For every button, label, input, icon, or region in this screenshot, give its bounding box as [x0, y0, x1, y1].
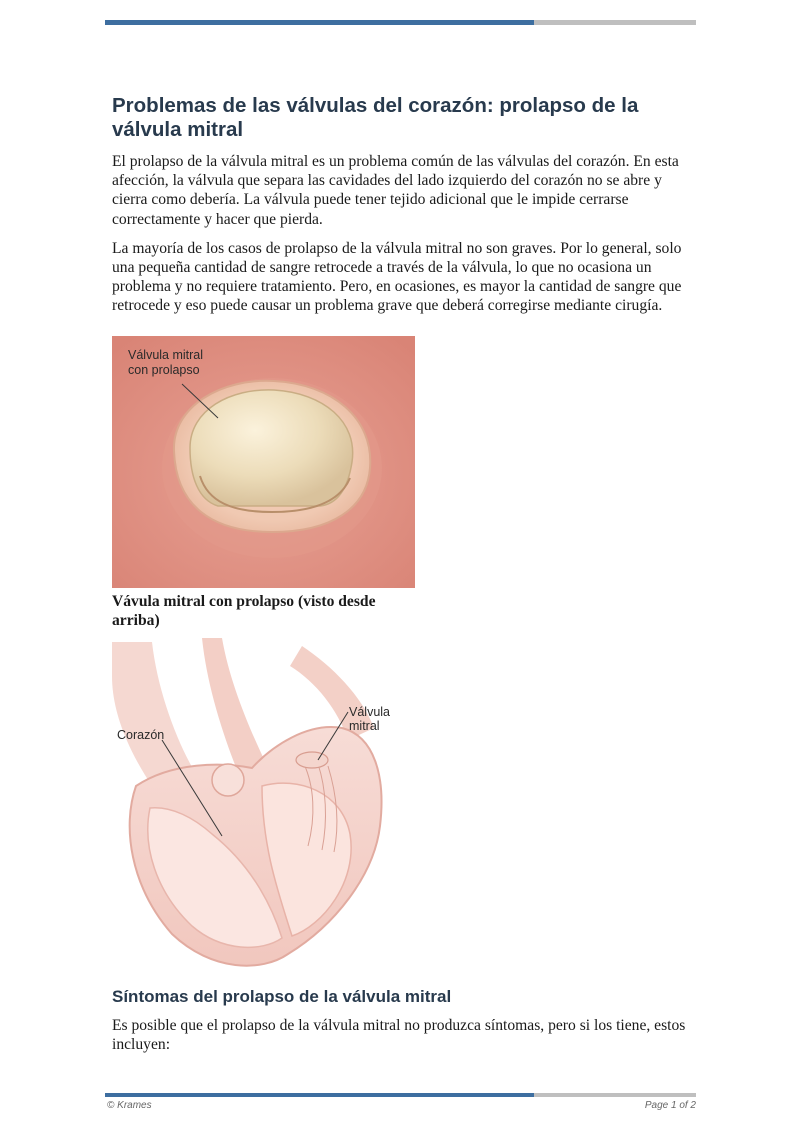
mitral-valve-top-view-illustration	[112, 336, 415, 588]
label-mitral-valve-2: mitral	[349, 719, 380, 733]
prolapsed-leaflet	[190, 390, 353, 506]
aortic-valve	[212, 764, 244, 796]
header-progress-bar	[105, 20, 696, 25]
article-body	[112, 94, 694, 326]
footer-bar-accent	[105, 1093, 534, 1097]
header-bar-accent	[105, 20, 534, 25]
symptoms-paragraph: Es posible que el prolapso de la válvula mitral no produzca síntomas, pero si los tiene, estos incluyen:	[112, 1017, 686, 1054]
label-mitral-valve-1: Válvula	[349, 705, 390, 719]
heart-cross-section-illustration	[112, 636, 415, 974]
vessel-left	[112, 642, 204, 786]
mitral-valve	[296, 752, 328, 768]
page-title: Problemas de las válvulas del corazón: prolapso de la válvula mitral	[112, 94, 639, 141]
footer-copyright: © Krames	[107, 1100, 152, 1111]
heart-svg	[112, 636, 415, 974]
mitral-valve-svg	[112, 336, 415, 588]
figure-caption: Vávula mitral con prolapso (visto desde arriba)	[112, 593, 376, 630]
header-bar-track	[534, 20, 696, 25]
intro-paragraph: El prolapso de la válvula mitral es un problema común de las válvulas del corazón. En esta afección, la válvula que separa las cavidades del lado izquierdo del corazón no se abre y cierra como debería. La válvula puede tener tejido adicional que le impide cerrarse correctamente y hacer que pierda.	[112, 153, 679, 228]
severity-paragraph: La mayoría de los casos de prolapso de la válvula mitral no son graves. Por lo general, solo una pequeña cantidad de sangre retrocede a través de la válvula, lo que no ocasiona un problema y no requiere tratamiento. Pero, en ocasiones, es mayor la cantidad de sangre que retrocede y eso puede causar un problema grave que deberá corregirse mediante cirugía.	[112, 239, 682, 315]
label-heart: Corazón	[117, 728, 165, 742]
label-prolapsed-valve-2: con prolapso	[128, 363, 200, 377]
footer-progress-bar	[105, 1093, 696, 1097]
footer-page-number: Page 1 of 2	[644, 1100, 696, 1111]
label-prolapsed-valve-1: Válvula mitral	[128, 348, 204, 362]
footer-bar-track	[534, 1093, 696, 1097]
section-heading-symptoms: Síntomas del prolapso de la válvula mitral	[112, 987, 452, 1006]
